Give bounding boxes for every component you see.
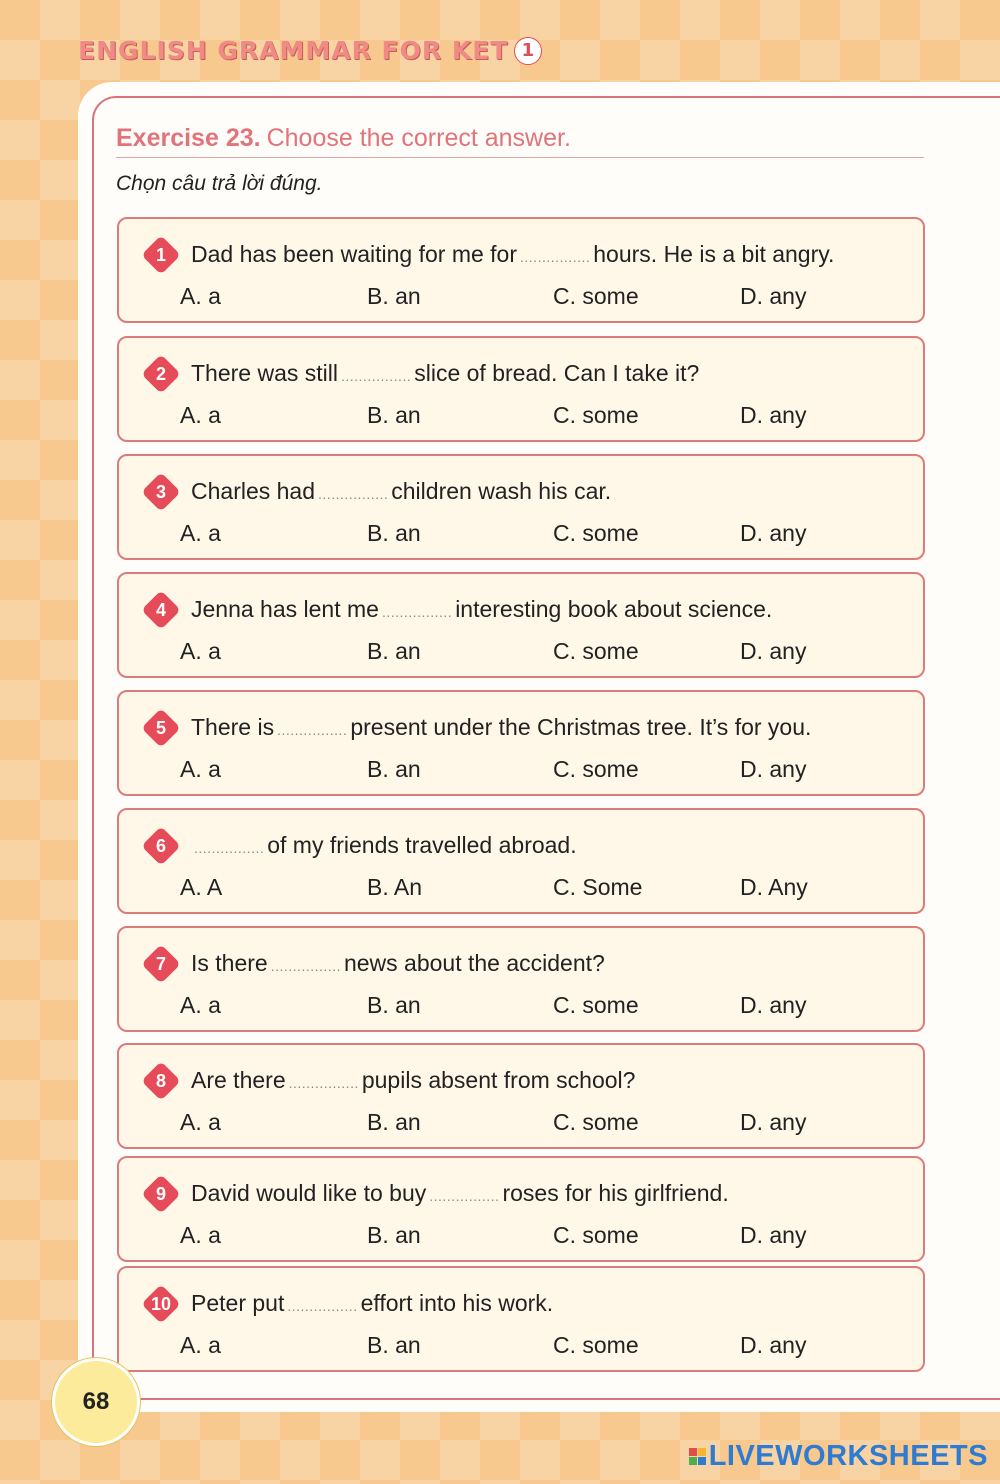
question-item	[117, 1043, 925, 1149]
question-item	[117, 572, 925, 678]
question-item	[117, 808, 925, 914]
question-text-after: hours. He is a bit angry.	[593, 241, 835, 267]
question-text-after: slice of bread. Can I take it?	[414, 360, 700, 386]
question-item	[117, 217, 925, 323]
question-number: 8	[155, 1071, 166, 1091]
option-b[interactable]: B. an	[367, 520, 421, 546]
question-text-before: David would like to buy	[191, 1180, 427, 1206]
option-b[interactable]: B. an	[367, 756, 421, 782]
question-text-before: Charles had	[191, 478, 316, 504]
answer-blank[interactable]: ................	[520, 249, 591, 265]
question-text	[191, 360, 913, 387]
question-text-before: Are there	[191, 1067, 286, 1093]
question-item	[117, 690, 925, 796]
question-number-badge	[143, 592, 179, 628]
answer-blank[interactable]: ................	[340, 368, 412, 384]
exercise-heading	[116, 124, 924, 158]
option-c[interactable]: C. some	[553, 283, 639, 309]
question-text	[191, 1290, 913, 1317]
option-c[interactable]: C. some	[553, 756, 639, 782]
exercise-subtitle: Chọn câu trả lời đúng.	[116, 172, 323, 195]
question-text-before: Peter put	[191, 1290, 285, 1316]
option-c[interactable]: C. some	[553, 1332, 639, 1358]
answer-blank[interactable]: ................	[270, 958, 341, 974]
question-text-before: Dad has been waiting for me for	[191, 241, 518, 267]
option-a[interactable]: A. a	[180, 638, 221, 664]
question-item	[117, 1266, 925, 1372]
question-text-after: pupils absent from school?	[361, 1067, 636, 1093]
question-number: 2	[155, 364, 166, 384]
question-number: 6	[155, 836, 166, 856]
question-text	[191, 1180, 913, 1207]
option-d[interactable]: D. any	[740, 756, 807, 782]
question-number: 4	[155, 600, 166, 620]
exercise-title: Choose the correct answer.	[266, 124, 571, 152]
option-d[interactable]: D. any	[740, 992, 807, 1018]
question-number: 1	[155, 245, 166, 265]
option-d[interactable]: D. any	[740, 638, 807, 664]
option-d[interactable]: D. any	[740, 1109, 807, 1135]
volume-badge: 1	[514, 37, 542, 65]
question-item	[117, 336, 925, 442]
question-text-before: Jenna has lent me	[191, 596, 379, 622]
book-title	[78, 36, 542, 65]
question-number-badge	[143, 237, 179, 273]
option-a[interactable]: A. a	[180, 992, 221, 1018]
liveworksheets-icon	[689, 1448, 706, 1465]
option-a[interactable]: A. a	[180, 756, 221, 782]
option-c[interactable]: C. some	[553, 992, 639, 1018]
question-text	[191, 832, 913, 859]
question-text-after: news about the accident?	[343, 950, 605, 976]
question-item	[117, 454, 925, 560]
question-text-after: children wash his car.	[391, 478, 612, 504]
question-number-badge	[143, 1176, 179, 1212]
option-a[interactable]: A. a	[180, 283, 221, 309]
question-number-badge	[143, 710, 179, 746]
question-item	[117, 1156, 925, 1262]
option-a[interactable]: A. A	[180, 874, 223, 900]
option-d[interactable]: D. any	[740, 402, 807, 428]
question-number: 10	[150, 1294, 172, 1314]
option-a[interactable]: A. a	[180, 1109, 221, 1135]
question-number: 7	[155, 954, 166, 974]
option-c[interactable]: C. some	[553, 402, 639, 428]
option-b[interactable]: B. an	[367, 402, 421, 428]
answer-blank[interactable]: ................	[194, 840, 265, 856]
option-d[interactable]: D. Any	[740, 874, 808, 900]
question-text-before: There was still	[191, 360, 338, 386]
question-number-badge	[143, 828, 179, 864]
question-text	[191, 596, 913, 623]
answer-blank[interactable]: ................	[277, 722, 348, 738]
question-text-before: Is there	[191, 950, 268, 976]
question-number: 9	[155, 1184, 166, 1204]
option-d[interactable]: D. any	[740, 520, 807, 546]
answer-blank[interactable]: ................	[318, 486, 389, 502]
question-number-badge	[143, 1063, 179, 1099]
question-number-badge	[143, 946, 179, 982]
question-item	[117, 926, 925, 1032]
answer-blank[interactable]: ................	[429, 1188, 500, 1204]
answer-blank[interactable]: ................	[288, 1075, 359, 1091]
question-text-before: There is	[191, 714, 275, 740]
option-c[interactable]: C. some	[553, 1222, 639, 1248]
question-text	[191, 714, 913, 741]
option-a[interactable]: A. a	[180, 520, 221, 546]
option-a[interactable]: A. a	[180, 1332, 221, 1358]
option-b[interactable]: B. an	[367, 1109, 421, 1135]
question-number: 5	[155, 718, 166, 738]
question-text-after: interesting book about science.	[455, 596, 773, 622]
option-a[interactable]: A. a	[180, 402, 221, 428]
question-text	[191, 1067, 913, 1094]
question-text-after: effort into his work.	[360, 1290, 554, 1316]
answer-blank[interactable]: ................	[381, 604, 453, 620]
option-d[interactable]: D. any	[740, 283, 807, 309]
option-d[interactable]: D. any	[740, 1332, 807, 1358]
option-b[interactable]: B. an	[367, 283, 421, 309]
page-number: 68	[52, 1358, 140, 1446]
question-number-badge	[143, 474, 179, 510]
question-number-badge	[143, 356, 179, 392]
question-text	[191, 478, 913, 505]
exercise-number: Exercise 23.	[116, 124, 261, 152]
question-text	[191, 950, 913, 977]
option-b[interactable]: B. an	[367, 1332, 421, 1358]
liveworksheets-logo	[689, 1440, 988, 1473]
option-a[interactable]: A. a	[180, 1222, 221, 1248]
question-text	[191, 241, 913, 268]
option-c[interactable]: C. Some	[553, 874, 643, 900]
option-b[interactable]: B. an	[367, 638, 421, 664]
book-title-text: ENGLISH GRAMMAR FOR KET	[78, 36, 509, 65]
option-c[interactable]: C. some	[553, 638, 639, 664]
question-text-after: roses for his girlfriend.	[502, 1180, 729, 1206]
option-b[interactable]: B. an	[367, 992, 421, 1018]
question-number-badge	[143, 1286, 179, 1322]
option-c[interactable]: C. some	[553, 520, 639, 546]
watermark-text: LIVEWORKSHEETS	[708, 1440, 988, 1472]
question-text-after: of my friends travelled abroad.	[267, 832, 577, 858]
question-text-after: present under the Christmas tree. It’s for you.	[350, 714, 812, 740]
option-d[interactable]: D. any	[740, 1222, 807, 1248]
option-c[interactable]: C. some	[553, 1109, 639, 1135]
option-b[interactable]: B. An	[367, 874, 422, 900]
answer-blank[interactable]: ................	[287, 1298, 358, 1314]
option-b[interactable]: B. an	[367, 1222, 421, 1248]
question-number: 3	[155, 482, 166, 502]
